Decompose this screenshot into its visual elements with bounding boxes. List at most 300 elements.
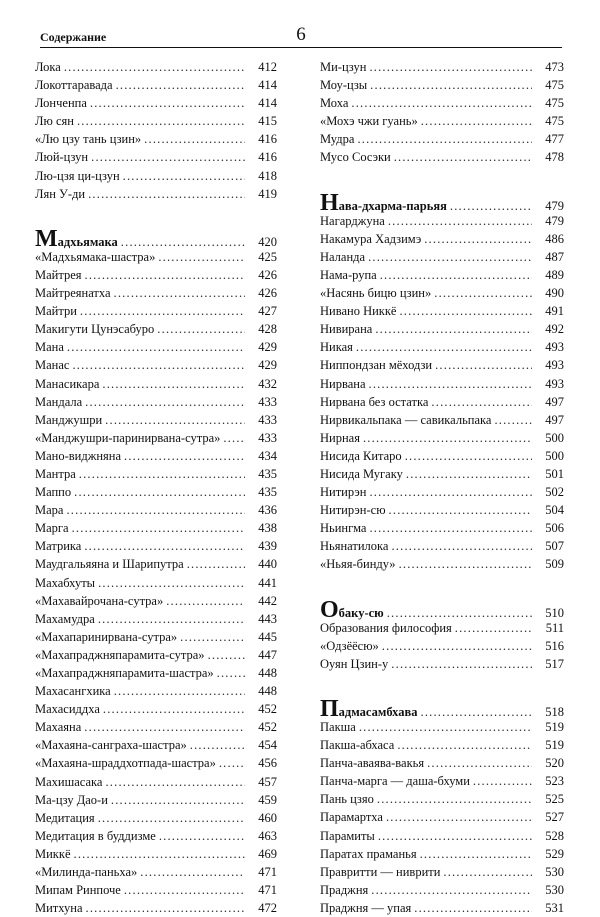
toc-entry (35, 628, 277, 646)
toc-entry (35, 284, 277, 302)
toc-entry-title: Мано-виджняна (35, 448, 122, 463)
toc-entry (320, 112, 564, 130)
toc-entry (35, 664, 277, 682)
dot-leader (158, 248, 245, 266)
toc-entry-page: 443 (258, 611, 277, 626)
toc-entry (320, 501, 564, 519)
toc-entry-page: 433 (258, 430, 277, 445)
toc-entry-title: Пань цзяо (320, 792, 374, 807)
toc-entry-title: Накамура Хадзимэ (320, 231, 422, 246)
toc-entry-title: Лока (35, 60, 61, 74)
toc-entry-title: Нисида Китаро (320, 448, 402, 463)
toc-entry-page: 500 (545, 448, 564, 463)
toc-entry-page: 493 (545, 340, 564, 355)
dot-leader (123, 167, 245, 185)
toc-entry-page: 452 (258, 702, 277, 717)
toc-entry (320, 76, 564, 94)
dot-leader (103, 700, 245, 718)
dot-leader (90, 94, 245, 112)
dot-leader (369, 375, 533, 393)
dot-leader (85, 266, 245, 284)
toc-entry-letter-heading: Мадхьямака ..... 420 (35, 230, 277, 248)
dot-leader (98, 610, 245, 628)
toc-entry-title: Маудгальяяна и Шарипутра (35, 557, 184, 572)
section-title: Содержание (40, 30, 107, 44)
toc-entry (35, 148, 277, 166)
dot-leader (64, 58, 245, 76)
toc-entry-title: Матрика (35, 539, 82, 554)
dot-leader (79, 465, 245, 483)
toc-entry-title: Нитирэн-сю (320, 503, 386, 518)
dot-leader (98, 809, 245, 827)
toc-entry-page: 473 (545, 60, 564, 74)
toc-entry (35, 94, 277, 112)
toc-entry-page: 425 (258, 249, 277, 264)
toc-entry-title: Марга (35, 521, 69, 536)
dot-leader (369, 519, 532, 537)
toc-entry (320, 148, 564, 166)
toc-entry (35, 112, 277, 130)
toc-entry (35, 736, 277, 754)
toc-entry-page: 414 (258, 96, 277, 111)
toc-group-l (35, 58, 277, 203)
dot-leader (389, 501, 532, 519)
toc-entry (320, 754, 564, 772)
toc-entry-title: «Махаяна-санграха-шастра» (35, 738, 187, 753)
toc-entry-page: 520 (545, 756, 564, 771)
toc-entry (35, 863, 277, 881)
dot-leader (111, 791, 245, 809)
toc-group-o (320, 596, 564, 673)
toc-entry (320, 230, 564, 248)
toc-entry-page: 479 (545, 198, 564, 213)
dot-leader (84, 718, 245, 736)
toc-entry-title: Манас (35, 358, 70, 373)
toc-entry-page: 436 (258, 503, 277, 518)
toc-entry-page: 486 (545, 231, 564, 246)
dot-leader (435, 356, 532, 374)
toc-entry-page: 519 (545, 720, 564, 734)
toc-entry (35, 899, 277, 917)
dot-leader (66, 501, 245, 519)
toc-entry-title: Майтреянатха (35, 286, 111, 301)
toc-entry (35, 501, 277, 519)
toc-entry-page: 435 (258, 466, 277, 481)
dot-leader (88, 185, 245, 203)
toc-entry-title: Никая (320, 340, 353, 355)
toc-entry-letter-heading: Нава-дхарма-парьяя ..... 479 (320, 194, 564, 212)
toc-entry-title: Махишасака (35, 774, 103, 789)
dot-leader (388, 212, 532, 230)
toc-entry (35, 700, 277, 718)
dot-leader (85, 393, 245, 411)
toc-entry (35, 754, 277, 772)
toc-entry (35, 537, 277, 555)
toc-entry (35, 447, 277, 465)
toc-entry (320, 447, 564, 465)
toc-entry-page: 452 (258, 720, 277, 735)
toc-entry (35, 58, 277, 76)
dot-leader (443, 863, 532, 881)
toc-entry-title: Ма-цзу Дао-и (35, 792, 108, 807)
toc-entry-title: Нирвикальпака — савикальпака (320, 412, 492, 427)
toc-entry-title: Моу-цзы (320, 78, 368, 93)
toc-entry-page: 472 (258, 901, 277, 916)
toc-entry (320, 718, 564, 736)
toc-entry-page: 428 (258, 322, 277, 337)
toc-entry-title: Манасикара (35, 376, 100, 391)
toc-entry (320, 248, 564, 266)
dot-leader (431, 393, 532, 411)
dot-leader (455, 619, 532, 637)
toc-entry-title: Нирвана (320, 376, 366, 391)
toc-entry (320, 863, 564, 881)
toc-entry-page: 460 (258, 810, 277, 825)
toc-entry (320, 772, 564, 790)
toc-entry (35, 827, 277, 845)
toc-entry-page: 511 (545, 620, 564, 635)
toc-entry-title: «Махапаринирвана-сутра» (35, 629, 178, 644)
dot-leader (414, 899, 532, 917)
toc-entry-page: 471 (258, 883, 277, 898)
toc-entry-page: 433 (258, 394, 277, 409)
dot-leader (105, 411, 245, 429)
toc-entry-title: «Махаяна-шраддхотпада-шастра» (35, 756, 216, 771)
toc-entry-page: 478 (545, 150, 564, 165)
dot-leader (187, 555, 245, 573)
toc-entry-page: 471 (258, 865, 277, 880)
dot-leader (377, 790, 532, 808)
dot-leader (370, 76, 532, 94)
dot-leader (369, 58, 532, 76)
toc-entry-title: Мантра (35, 466, 76, 481)
toc-entry-title: Нисида Мугаку (320, 466, 403, 481)
dot-leader (473, 772, 532, 790)
toc-entry-title: Медитация в буддизме (35, 828, 156, 843)
toc-entry-title: Махасиддха (35, 702, 100, 717)
dot-leader (368, 248, 532, 266)
dot-leader (157, 320, 245, 338)
toc-entry-title: «Махапраджняпарамита-шастра» (35, 666, 214, 680)
toc-entry-page: 426 (258, 286, 277, 301)
dot-leader (427, 754, 532, 772)
page-header (40, 24, 562, 46)
toc-group-n (320, 189, 564, 574)
toc-entry-title: Миккё (35, 846, 71, 861)
dot-leader (357, 130, 532, 148)
toc-entry-title: Маппо (35, 485, 72, 500)
toc-entry-page: 435 (258, 485, 277, 500)
toc-entry (35, 185, 277, 203)
dot-leader (74, 845, 246, 863)
dot-leader (359, 718, 532, 736)
toc-entry-title: «Лю цзу тань цзин» (35, 132, 142, 147)
toc-entry-page: 429 (258, 340, 277, 355)
toc-entry (320, 284, 564, 302)
toc-entry (35, 465, 277, 483)
toc-entry-page: 489 (545, 267, 564, 282)
toc-entry-title: Пакша (320, 720, 356, 734)
toc-entry (320, 212, 564, 230)
toc-entry-title: Праджня (320, 882, 369, 897)
toc-entry-title: «Насянь бицю цзин» (320, 286, 432, 301)
toc-entry-page: 517 (545, 656, 564, 671)
toc-entry-page: 440 (258, 557, 277, 572)
toc-entry-page: 439 (258, 539, 277, 554)
dot-leader (114, 284, 245, 302)
toc-entry-title: Лю сян (35, 114, 74, 129)
toc-entry-title: Ньингма (320, 521, 367, 536)
toc-entry-page: 448 (258, 684, 277, 699)
toc-entry-page: 426 (258, 267, 277, 282)
toc-entry (35, 519, 277, 537)
toc-entry-page: 492 (545, 322, 564, 337)
toc-entry-page: 432 (258, 376, 277, 391)
toc-entry-page: 447 (258, 647, 277, 662)
toc-entry (320, 808, 564, 826)
toc-entry-page: 479 (545, 213, 564, 228)
toc-entry-page: 529 (545, 846, 564, 861)
toc-entry-title: Паратах праманья (320, 846, 417, 861)
toc-entry (35, 610, 277, 628)
dot-leader (102, 375, 245, 393)
toc-entry-letter-heading: Обаку-сю ..... 510 (320, 601, 564, 619)
toc-entry (320, 375, 564, 393)
toc-entry-title: Махаяна (35, 720, 82, 735)
dot-leader (375, 320, 532, 338)
dot-leader (371, 881, 532, 899)
dot-leader (86, 899, 245, 917)
dot-leader (219, 754, 245, 772)
toc-entry-letter-heading: Падмасамбхава ..... 518 (320, 700, 564, 718)
toc-entry-title: «Одзёёсю» (320, 638, 379, 653)
toc-entry (35, 302, 277, 320)
toc-entry-page: 434 (258, 448, 277, 463)
toc-entry-page: 509 (545, 557, 564, 572)
toc-entry (35, 718, 277, 736)
toc-entry-page: 418 (258, 168, 277, 183)
dot-leader (382, 637, 532, 655)
letter-initial: Н (320, 189, 339, 216)
dot-leader (405, 447, 532, 465)
toc-entry (35, 248, 277, 266)
toc-entry (320, 537, 564, 555)
toc-entry-page: 442 (258, 593, 277, 608)
toc-entry (320, 790, 564, 808)
toc-group-m (35, 225, 277, 917)
toc-entry (320, 483, 564, 501)
toc-entry-title: Мара (35, 503, 64, 518)
toc-entry-page: 420 (258, 234, 277, 249)
toc-entry-page: 504 (545, 503, 564, 518)
dot-leader (74, 483, 245, 501)
toc-entry-title: «Милинда-паньха» (35, 865, 138, 880)
toc-group-p (320, 695, 564, 917)
toc-entry-title: Нирвана без остатка (320, 394, 429, 409)
toc-entry-page: 429 (258, 358, 277, 373)
toc-entry-page: 414 (258, 78, 277, 93)
toc-entry-page: 516 (545, 638, 564, 653)
toc-entry-page: 510 (545, 605, 564, 620)
toc-entry-title: «Мадхьямака-шастра» (35, 249, 156, 264)
toc-entry-page: 454 (258, 738, 277, 753)
dot-leader (72, 519, 245, 537)
toc-entry (320, 302, 564, 320)
toc-entry (35, 682, 277, 700)
dot-leader (420, 845, 532, 863)
toc-entry-page: 518 (545, 704, 564, 719)
dot-leader (380, 266, 532, 284)
toc-entry-title: Нирная (320, 430, 360, 445)
toc-entry (320, 845, 564, 863)
toc-entry-page: 475 (545, 78, 564, 93)
toc-entry-page: 502 (545, 485, 564, 500)
toc-entry (35, 411, 277, 429)
dot-leader (72, 356, 245, 374)
dot-leader (369, 483, 532, 501)
page-number: 6 (296, 24, 306, 45)
toc-entry (35, 881, 277, 899)
dot-leader (67, 338, 245, 356)
dot-leader (124, 881, 245, 899)
toc-entry-title: Мудра (320, 132, 355, 147)
toc-entry-title: Правритти — ниврити (320, 864, 441, 879)
toc-entry (320, 338, 564, 356)
dot-leader (159, 827, 245, 845)
letter-initial: П (320, 695, 339, 722)
toc-entry (35, 375, 277, 393)
dot-leader (180, 628, 245, 646)
toc-entry-title: Нивано Никкё (320, 304, 397, 319)
toc-entry (35, 592, 277, 610)
toc-entry (35, 809, 277, 827)
toc-entry-page: 525 (545, 792, 564, 807)
toc-entry (320, 619, 564, 637)
toc-entry-page: 415 (258, 114, 277, 129)
toc-entry-page: 500 (545, 430, 564, 445)
header-rule (40, 47, 562, 48)
toc-entry-title: Мипам Ринпоче (35, 883, 121, 898)
toc-entry (320, 655, 564, 673)
toc-entry-title: Махасангхика (35, 684, 111, 699)
dot-leader (421, 112, 532, 130)
dot-leader (140, 863, 245, 881)
dot-leader (394, 148, 532, 166)
toc-entry-page: 448 (258, 666, 277, 680)
toc-entry (320, 899, 564, 917)
toc-entry-title: «Махапраджняпарамита-сутра» (35, 647, 205, 662)
toc-entry-title: Наланда (320, 249, 366, 264)
dot-leader (391, 537, 532, 555)
toc-entry-page: 463 (258, 828, 277, 843)
toc-entry-page: 457 (258, 774, 277, 789)
toc-entry (35, 356, 277, 374)
dot-leader (406, 465, 532, 483)
toc-entry-page: 519 (545, 738, 564, 753)
toc-entry-title: Пакша-абхаса (320, 738, 395, 753)
toc-group-m-cont (320, 58, 564, 167)
toc-entry-page: 475 (545, 114, 564, 129)
toc-entry (35, 845, 277, 863)
toc-entry-title: Митхуна (35, 901, 83, 916)
toc-entry (35, 429, 277, 447)
toc-entry-title: Лю-цзя ци-цзун (35, 168, 120, 183)
toc-entry (320, 736, 564, 754)
toc-entry-title: Майтри (35, 304, 77, 319)
dot-leader (91, 148, 245, 166)
dot-leader (386, 808, 532, 826)
toc-entry-page: 497 (545, 412, 564, 427)
dot-leader (84, 537, 245, 555)
toc-entry (35, 130, 277, 148)
toc-entry (320, 465, 564, 483)
toc-entry (35, 76, 277, 94)
toc-entry-title: Мандала (35, 394, 83, 409)
toc-entry-page: 441 (258, 575, 277, 590)
toc-entry (35, 574, 277, 592)
toc-entry-title: Лонченпа (35, 96, 87, 111)
dot-leader (114, 682, 245, 700)
toc-entry-page: 433 (258, 412, 277, 427)
toc-entry-page: 523 (545, 774, 564, 789)
toc-entry (35, 393, 277, 411)
toc-entry-page: 469 (258, 846, 277, 861)
toc-entry (35, 167, 277, 185)
toc-entry-page: 493 (545, 358, 564, 373)
dot-leader (98, 574, 245, 592)
toc-entry (35, 483, 277, 501)
dot-leader (399, 555, 532, 573)
toc-entry (320, 555, 564, 573)
toc-entry (320, 130, 564, 148)
dot-leader (391, 655, 532, 673)
toc-entry (320, 827, 564, 845)
toc-entry (35, 320, 277, 338)
toc-right-column (320, 58, 564, 917)
dot-leader (105, 773, 245, 791)
toc-entry-title: «Ньяя-бинду» (320, 557, 396, 572)
toc-entry-title: Панча-марга — даша-бхуми (320, 774, 470, 789)
dot-leader (124, 447, 245, 465)
toc-entry-title: Нагарджуна (320, 213, 385, 228)
dot-leader (363, 429, 532, 447)
toc-entry-title: Люй-цзун (35, 150, 89, 165)
toc-entry-title: Махабхуты (35, 575, 96, 590)
toc-entry-page: 412 (258, 60, 277, 74)
toc-entry (320, 637, 564, 655)
dot-leader (166, 592, 245, 610)
toc-entry (35, 773, 277, 791)
dot-leader (80, 302, 245, 320)
toc-entry-title: Ньянатилока (320, 539, 389, 554)
dot-leader (77, 112, 245, 130)
toc-entry (320, 266, 564, 284)
dot-leader (424, 230, 532, 248)
toc-entry-page: 507 (545, 539, 564, 554)
toc-entry-title: Мусо Сосэки (320, 150, 391, 165)
toc-entry-page: 528 (545, 828, 564, 843)
toc-entry-title: «Махавайрочана-сутра» (35, 593, 164, 608)
dot-leader (356, 338, 532, 356)
letter-initial: О (320, 596, 339, 623)
toc-entry-title: Праджня — упая (320, 900, 412, 915)
toc-entry (320, 320, 564, 338)
toc-entry-title: Макигути Цунэсабуро (35, 322, 155, 337)
toc-entry-title: Локоттаравада (35, 78, 113, 93)
dot-leader (399, 302, 532, 320)
toc-entry-title: Парамиты (320, 828, 375, 843)
toc-left-column (35, 58, 277, 917)
